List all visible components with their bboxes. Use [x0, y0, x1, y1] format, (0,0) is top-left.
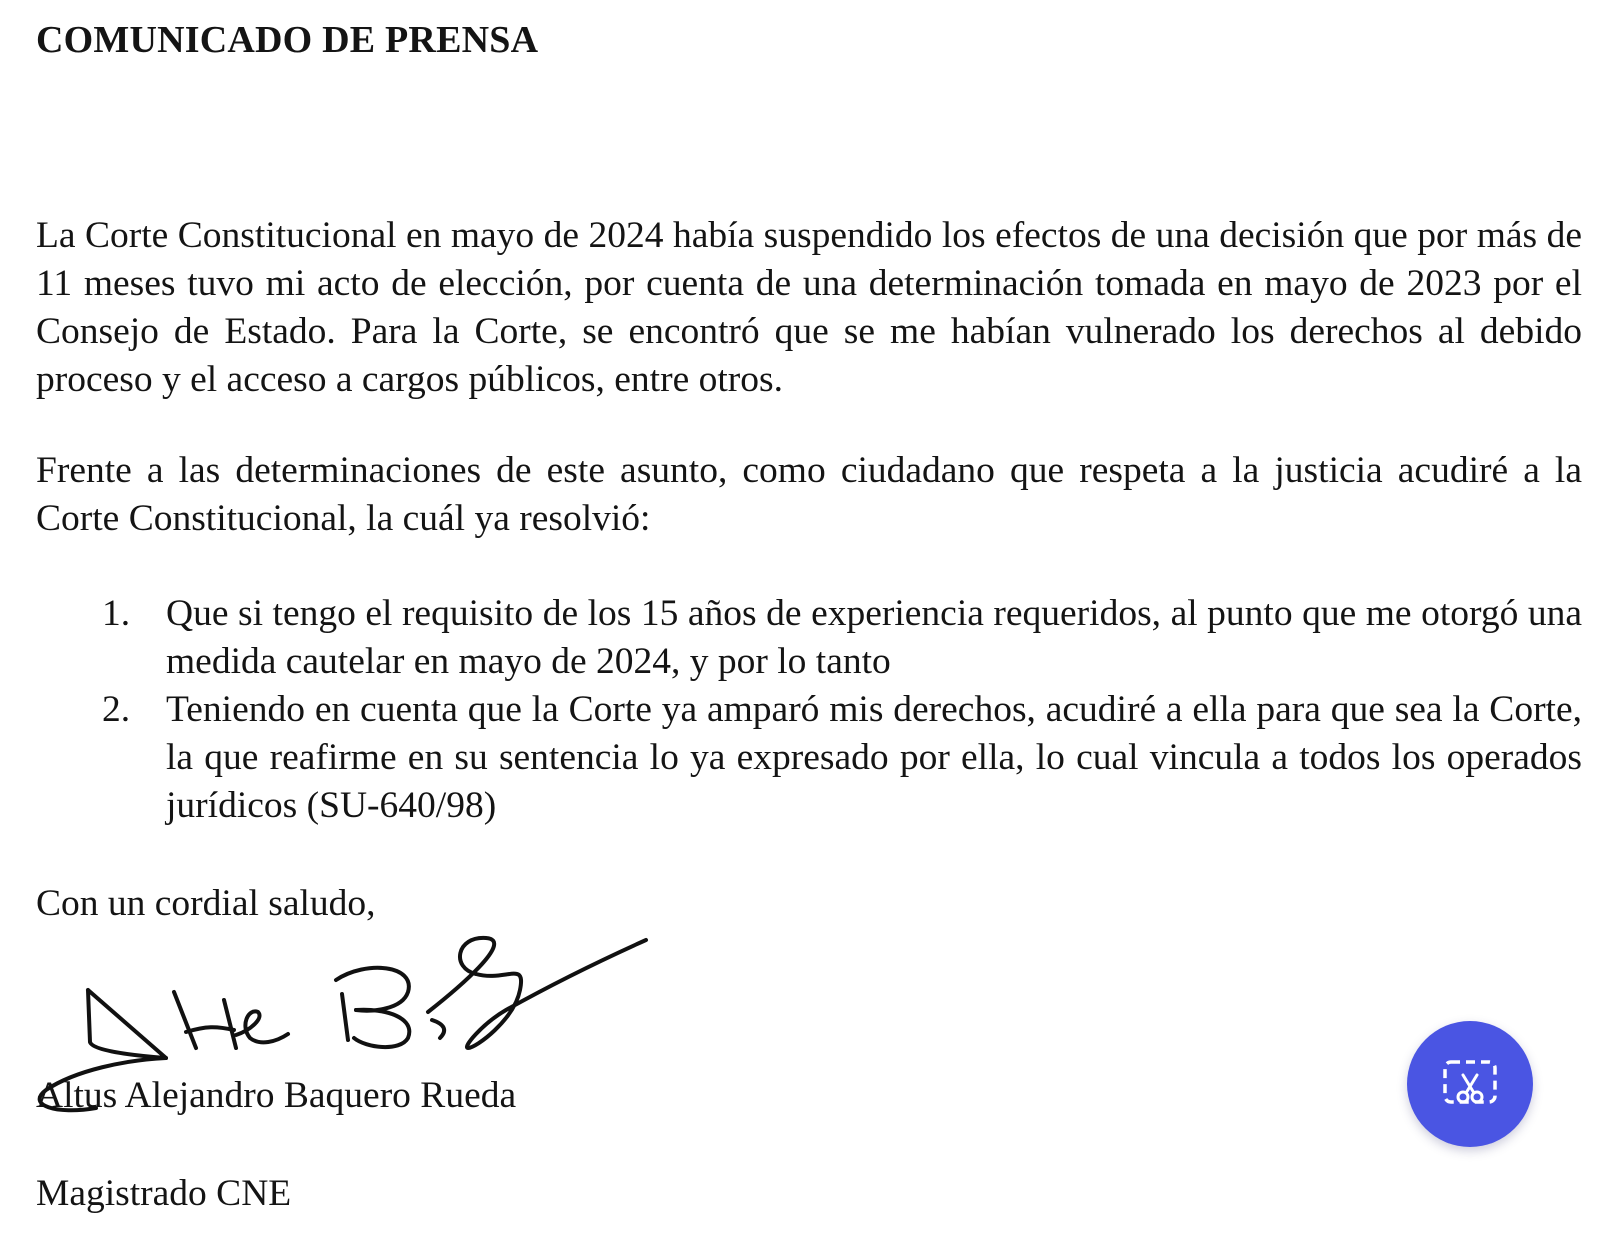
- closing-greeting: Con un cordial saludo,: [36, 883, 376, 924]
- signer-name: Altus Alejandro Baquero Rueda: [36, 1075, 517, 1116]
- paragraph-determinations: Frente a las determinaciones de este asunto, como ciudadano que respeta a la justicia acudiré a la Corte Constitucional, la cuál ya resolvió:: [36, 450, 1582, 539]
- list-item-number: 1.: [102, 593, 131, 634]
- signer-role: Magistrado CNE: [36, 1173, 292, 1214]
- list-item: [36, 590, 1582, 686]
- document-title: COMUNICADO DE PRENSA: [36, 19, 539, 61]
- list-item-text: Teniendo en cuenta que la Corte ya amparó mis derechos, acudiré a ella para que sea la Corte, la que reafirme en su sentencia lo ya expresado por ella, lo cual vincula a todos los operados jurídicos (SU-640/98): [166, 689, 1582, 826]
- list-item-number: 2.: [102, 689, 131, 730]
- list-item-text: Que si tengo el requisito de los 15 años de experiencia requeridos, al punto que me otorgó una medida cautelar en mayo de 2024, y por lo tanto: [166, 593, 1582, 682]
- screenshot-button[interactable]: [1407, 1021, 1533, 1147]
- paragraph-intro: La Corte Constitucional en mayo de 2024 había suspendido los efectos de una decisión que por más de 11 meses tuvo mi acto de elección, por cuenta de una determinación tomada en mayo de 2023 por el Consejo de Estado. Para la Corte, se encontró que se me habían vulnerado los derechos al debido proceso y el acceso a cargos públicos, entre otros.: [36, 215, 1582, 400]
- handwritten-signature: [36, 930, 676, 1130]
- list-item: [36, 686, 1582, 830]
- resolution-list: [36, 590, 1582, 830]
- screenshot-scissors-icon: [1442, 1059, 1498, 1109]
